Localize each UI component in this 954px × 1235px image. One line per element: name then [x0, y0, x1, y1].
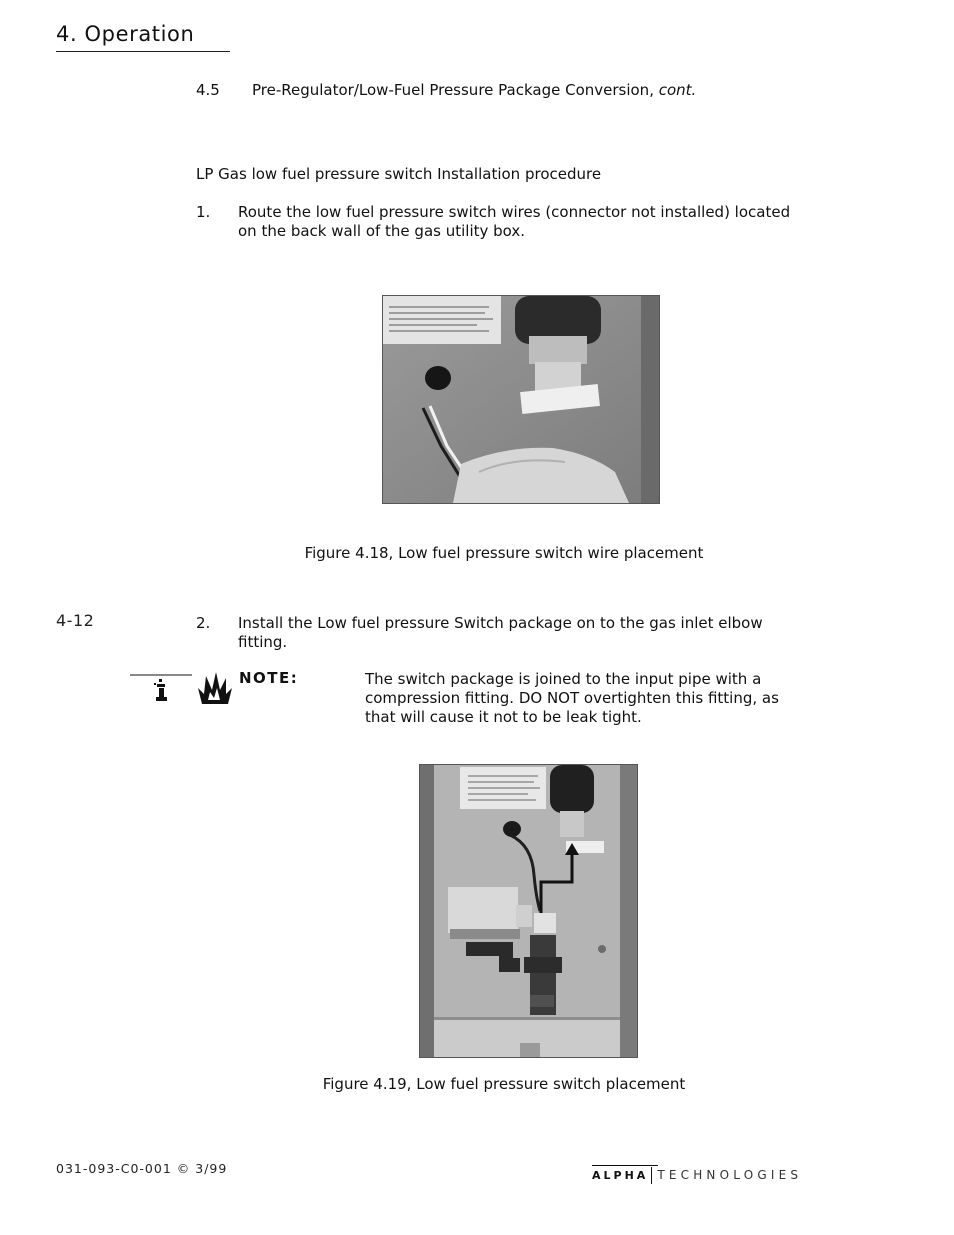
chapter-heading: 4. Operation [56, 22, 195, 46]
section-title-text: Pre-Regulator/Low-Fuel Pressure Package Conversion, [252, 81, 659, 99]
figure-4-18-caption: Figure 4.18, Low fuel pressure switch wire placement [304, 544, 704, 562]
brand-technologies: TECHNOLOGIES [657, 1168, 803, 1182]
section-title [252, 81, 696, 100]
brand-alpha: ALPHA [592, 1168, 649, 1182]
procedure-title: LP Gas low fuel pressure switch Installation procedure [196, 165, 602, 183]
note-label: NOTE: [239, 669, 299, 687]
step-1-number: 1. [196, 203, 211, 221]
figure-4-19-caption: Figure 4.19, Low fuel pressure switch placement [322, 1075, 686, 1093]
step-2-number: 2. [196, 614, 211, 632]
step-1-text: Route the low fuel pressure switch wires (connector not installed) located on the back wall of the gas utility box. [238, 203, 791, 240]
note-text: The switch package is joined to the input pipe with a compression fitting. DO NOT overtighten this fitting, as that will cause it not to be leak tight. [365, 670, 779, 726]
figure-4-19-photo [419, 764, 638, 1058]
footer-brand-logo [592, 1166, 802, 1184]
brand-separator [651, 1167, 652, 1184]
section-title-suffix: cont. [658, 81, 697, 99]
figure-4-18-illustration [383, 296, 659, 503]
note-warning-graphic [130, 670, 236, 708]
step-2-text: Install the Low fuel pressure Switch package on to the gas inlet elbow fitting. [238, 614, 763, 651]
hazard-icon [130, 670, 236, 708]
chapter-underline [56, 51, 230, 52]
page-number: 4-12 [56, 611, 95, 630]
section-number: 4.5 [196, 81, 220, 99]
footer-doc-code: 031-093-C0-001 © 3/99 [56, 1161, 228, 1176]
figure-4-18-photo [382, 295, 660, 504]
figure-4-19-illustration [420, 765, 637, 1057]
